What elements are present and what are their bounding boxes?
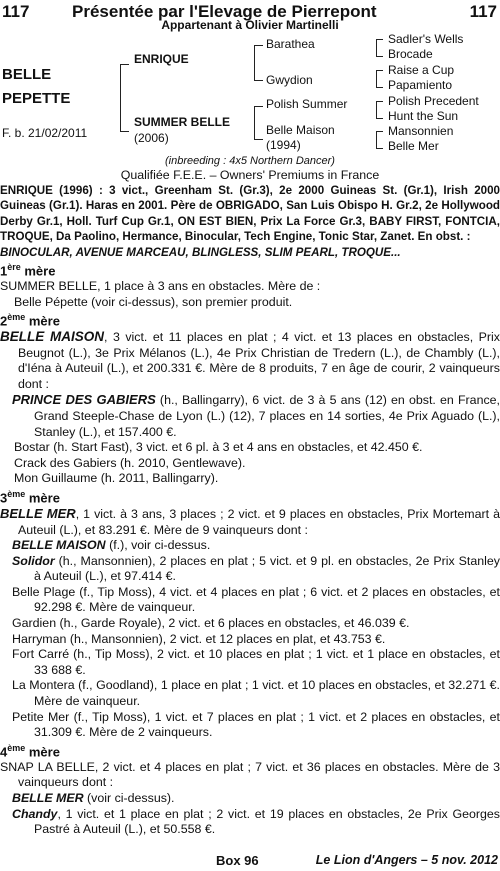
produce-entry: PRINCE DES GABIERS (h., Ballingarry), 6 vict. de 3 à 5 ans (12) en obst. en France, Grand Steeple-Chase de Lyon (L.) (12), 7 places en 14 sorties, 4e Prix Aguado (L.), Stanley (L.), et 157.400 €.	[12, 392, 500, 439]
sire-dam: Gwydion	[266, 73, 313, 87]
pedigree-bracket-g3	[376, 101, 383, 119]
dam-dam-year: (1994)	[266, 138, 301, 152]
dam-dam: Belle Maison	[266, 123, 335, 137]
ancestor-1: Sadler's Wells	[388, 32, 464, 46]
produce-entry: Gardien (h., Garde Royale), 2 vict. et 6 places en obstacles, et 46.039 €.	[12, 616, 410, 631]
produce-entry: Mon Guillaume (h. 2011, Ballingarry).	[14, 471, 219, 486]
ancestor-2: Brocade	[388, 47, 433, 61]
pedigree-bracket-g4	[376, 131, 383, 149]
lot-number-right: 117	[469, 2, 497, 21]
horse-name-line2: PEPETTE	[2, 90, 71, 107]
produce-entry: La Montera (f., Goodland), 1 place en plat ; 1 vict. et 10 places en obstacles, et 32.271 €. Mère de vainqueur.	[12, 678, 500, 709]
ancestor-3: Raise a Cup	[388, 63, 455, 77]
second-dam-entry: BELLE MAISON, 3 vict. et 11 places en plat ; 4 vict. et 13 places en obstacles, Prix Beugnot (L.), 3e Prix Mélanos (L.), 4e Prix Christian de Tredern (L.), de Chambly (L.), d'Iéna à Auteuil (L.), et 200.331 €. Mère de 8 produits, 7 en âge de courir, 2 vainqueurs dont :	[0, 329, 500, 391]
pedigree-bracket-g2	[376, 70, 383, 88]
page-title: Présentée par l'Elevage de Pierrepont	[72, 2, 377, 21]
fourth-dam-entry: SNAP LA BELLE, 2 vict. et 4 places en plat ; 7 vict. et 36 places en obstacles. Mère de 3 vainqueurs dont :	[0, 759, 500, 790]
pedigree-bracket-g1	[376, 39, 383, 57]
produce-entry: Belle Plage (f., Tip Moss), 4 vict. et 4 places en plat ; 6 vict. et 2 places en obstacles, et 92.298 €. Mère de vainqueur.	[12, 584, 500, 615]
sire-name: ENRIQUE	[134, 52, 189, 66]
lot-number-left: 117	[2, 2, 30, 21]
inbreeding-note: (inbreeding : 4x5 Northern Dancer)	[165, 155, 335, 167]
dam-year: (2006)	[134, 131, 169, 145]
ancestor-4: Papamiento	[388, 78, 453, 92]
produce-entry: Fort Carré (h., Tip Moss), 2 vict. et 10 places en plat ; 1 vict. et 1 place en obstacles, et 33 688 €.	[12, 647, 500, 677]
sire-summary: ENRIQUE (1996) : 3 vict., Greenham St. (Gr.3), 2e 2000 Guineas St. (Gr.1), Irish 2000 Guineas (Gr.1). Haras en 2001. Père de OBRIGADO, San Luis Obispo H. Gr.2, 2e Hollywood Derby Gr.1, Holl. Turf Cup Gr.1, ON EST BIEN, Prix La Force Gr.3, BABY FIRST, FONTCIA, TROQUE, Da Paolino, Hermance, Binocular, Tech Engine, Tonic Star, Zanet. En obst. : BINOCULAR, AVENUE MARCEAU, BLINGLESS, SLIM PEARL, TROQUE...	[0, 184, 500, 259]
dam-sire: Polish Summer	[266, 97, 348, 111]
sire-sire: Barathea	[266, 37, 315, 51]
pedigree-bracket-sire	[254, 45, 263, 81]
pedigree-bracket-dam	[254, 106, 263, 140]
second-dam-heading: 2ème mère	[0, 312, 60, 329]
horse-name-line1: BELLE	[2, 66, 52, 83]
produce-entry: Chandy, 1 vict. et 1 place en plat ; 2 vict. et 19 places en obstacles, 2e Prix Georges Pastré à Auteuil (L.), et 50.558 €.	[12, 806, 500, 837]
pedigree-body	[0, 183, 500, 838]
ancestor-8: Belle Mer	[388, 139, 439, 153]
third-dam-entry: BELLE MER, 1 vict. à 3 ans, 3 places ; 2 vict. et 9 places en obstacles, Prix Mortemart à Auteuil (L.), et 83.291 €. Mère de 9 vainqueurs dont :	[0, 505, 500, 537]
produce-entry: BELLE MER (voir ci-dessus).	[12, 790, 175, 805]
third-dam-heading: 3ème mère	[0, 489, 60, 506]
pedigree-bracket-main	[120, 64, 129, 132]
produce-entry: Harryman (h., Mansonnien), 2 vict. et 12 places en plat, et 43.753 €.	[12, 631, 386, 646]
ancestor-7: Mansonnien	[388, 124, 454, 138]
produce-entry: Bostar (h. Start Fast), 3 vict. et 6 pl. à 3 et 4 ans en obstacles, et 42.450 €.	[14, 440, 423, 455]
sale-venue-date: Le Lion d'Angers – 5 nov. 2012	[315, 853, 498, 867]
produce-entry: Solidor (h., Mansonnien), 2 places en plat ; 5 vict. et 9 pl. en obstacles, 2e Prix Stanley à Auteuil (L.), et 97.414 €.	[12, 553, 500, 584]
produce-entry: Crack des Gabiers (h. 2010, Gentlewave).	[14, 455, 246, 470]
dam-name: SUMMER BELLE	[134, 115, 230, 129]
ancestor-6: Hunt the Sun	[388, 109, 459, 123]
box-number: Box 96	[216, 853, 259, 868]
fourth-dam-heading: 4ème mère	[0, 742, 60, 760]
first-dam-entry: SUMMER BELLE, 1 place à 3 ans en obstacles. Mère de :	[0, 278, 321, 293]
qualification-note: Qualifiée F.E.E. – Owners' Premiums in France	[120, 168, 380, 182]
first-dam-produce: Belle Pépette (voir ci-dessus), son premier produit.	[14, 294, 293, 309]
owner-line: Appartenant à Olivier Martinelli	[161, 18, 339, 32]
produce-entry: Petite Mer (f., Tip Moss), 1 vict. et 7 places en plat ; 1 vict. et 2 places en obstacles, et 31.309 €. Mère de 2 vainqueurs.	[12, 709, 500, 740]
first-dam-heading: 1ère mère	[0, 262, 56, 279]
ancestor-5: Polish Precedent	[388, 94, 479, 108]
produce-entry: BELLE MAISON (f.), voir ci-dessus.	[12, 538, 211, 553]
birth-info: F. b. 21/02/2011	[2, 126, 88, 140]
